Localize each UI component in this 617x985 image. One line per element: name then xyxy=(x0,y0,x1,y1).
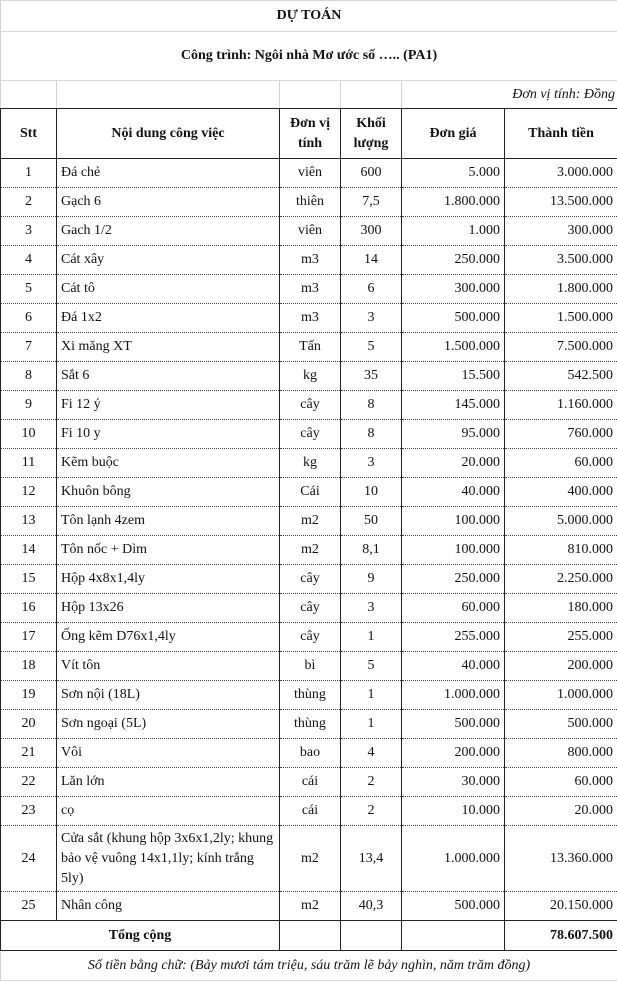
cell-unit-price: 1.000.000 xyxy=(402,826,505,892)
cell-unit-price: 40.000 xyxy=(402,652,505,681)
table-row xyxy=(1,681,617,710)
cell-amount: 180.000 xyxy=(505,594,617,623)
cell-unit: viên xyxy=(280,159,341,188)
table-row xyxy=(1,159,617,188)
table-row xyxy=(1,892,617,921)
table-row xyxy=(1,507,617,536)
cell-unit: thùng xyxy=(280,710,341,739)
cell-stt: 17 xyxy=(1,623,57,652)
cell-unit: m2 xyxy=(280,826,341,892)
cell-unit: bì xyxy=(280,652,341,681)
table-row xyxy=(1,797,617,826)
table-row xyxy=(1,478,617,507)
cell-unit-price: 30.000 xyxy=(402,768,505,797)
cell-unit-price: 10.000 xyxy=(402,797,505,826)
cell-amount: 20.000 xyxy=(505,797,617,826)
cell-content: Lăn lớn xyxy=(57,768,280,797)
cell-quantity: 2 xyxy=(341,797,402,826)
cell-amount: 1.000.000 xyxy=(505,681,617,710)
header-amount: Thành tiền xyxy=(505,109,617,159)
cell-content: Ống kẽm D76x1,4ly xyxy=(57,623,280,652)
empty-cell xyxy=(1,81,57,109)
table-row xyxy=(1,594,617,623)
cell-unit-price: 60.000 xyxy=(402,594,505,623)
cell-amount: 3.000.000 xyxy=(505,159,617,188)
table-row xyxy=(1,536,617,565)
cell-unit: m2 xyxy=(280,507,341,536)
cell-content: Cát xây xyxy=(57,246,280,275)
cell-unit: Tấn xyxy=(280,333,341,362)
table-row xyxy=(1,188,617,217)
cell-unit-price: 500.000 xyxy=(402,710,505,739)
cell-stt: 23 xyxy=(1,797,57,826)
header-unit-price: Đơn giá xyxy=(402,109,505,159)
table-row xyxy=(1,217,617,246)
cell-quantity: 6 xyxy=(341,275,402,304)
cell-stt: 6 xyxy=(1,304,57,333)
cell-quantity: 3 xyxy=(341,304,402,333)
cell-quantity: 9 xyxy=(341,565,402,594)
cell-amount: 400.000 xyxy=(505,478,617,507)
cell-unit: m3 xyxy=(280,304,341,333)
cell-amount: 2.250.000 xyxy=(505,565,617,594)
cell-unit-price: 100.000 xyxy=(402,507,505,536)
cell-stt: 9 xyxy=(1,391,57,420)
cell-amount: 542.500 xyxy=(505,362,617,391)
cell-stt: 4 xyxy=(1,246,57,275)
cell-amount: 7.500.000 xyxy=(505,333,617,362)
table-row xyxy=(1,739,617,768)
amount-in-words: Số tiền bằng chữ: (Bảy mươi tám triệu, sáu trăm lẽ bảy nghìn, năm trăm đồng) xyxy=(1,951,617,981)
cell-quantity: 1 xyxy=(341,710,402,739)
cell-stt: 8 xyxy=(1,362,57,391)
cell-content: Vít tôn xyxy=(57,652,280,681)
table-row xyxy=(1,362,617,391)
cell-content: Gach 1/2 xyxy=(57,217,280,246)
cell-amount: 800.000 xyxy=(505,739,617,768)
cell-unit: cây xyxy=(280,565,341,594)
cell-stt: 20 xyxy=(1,710,57,739)
cell-stt: 18 xyxy=(1,652,57,681)
document-title: DỰ TOÁN xyxy=(1,1,617,32)
cell-content: Fi 12 ý xyxy=(57,391,280,420)
cell-unit: cây xyxy=(280,594,341,623)
cell-quantity: 300 xyxy=(341,217,402,246)
cell-quantity: 1 xyxy=(341,623,402,652)
cell-unit-price: 200.000 xyxy=(402,739,505,768)
cell-stt: 15 xyxy=(1,565,57,594)
currency-unit-note: Đơn vị tính: Đồng xyxy=(402,81,617,109)
cell-content: Đá 1x2 xyxy=(57,304,280,333)
cell-quantity: 3 xyxy=(341,594,402,623)
cell-quantity: 8 xyxy=(341,391,402,420)
table-row xyxy=(1,333,617,362)
table-body xyxy=(1,159,617,921)
empty-cell xyxy=(341,81,402,109)
cell-amount: 60.000 xyxy=(505,449,617,478)
cell-unit: cái xyxy=(280,768,341,797)
empty-cell xyxy=(57,81,280,109)
header-quantity: Khối lượng xyxy=(341,109,402,159)
cell-unit-price: 250.000 xyxy=(402,565,505,594)
cell-content: Tôn nốc + Dìm xyxy=(57,536,280,565)
cell-content: Nhân công xyxy=(57,892,280,921)
cell-stt: 3 xyxy=(1,217,57,246)
cell-unit: m3 xyxy=(280,246,341,275)
cell-content: Tôn lạnh 4zem xyxy=(57,507,280,536)
cell-content: Đá chẻ xyxy=(57,159,280,188)
total-label: Tổng cộng xyxy=(1,921,280,951)
empty-cell xyxy=(341,921,402,951)
cell-content: Kẽm buộc xyxy=(57,449,280,478)
table-row xyxy=(1,768,617,797)
cell-stt: 5 xyxy=(1,275,57,304)
cell-quantity: 50 xyxy=(341,507,402,536)
cell-quantity: 10 xyxy=(341,478,402,507)
total-amount: 78.607.500 xyxy=(505,921,617,951)
cell-unit-price: 255.000 xyxy=(402,623,505,652)
cell-unit-price: 100.000 xyxy=(402,536,505,565)
cell-unit: m2 xyxy=(280,892,341,921)
cell-quantity: 40,3 xyxy=(341,892,402,921)
cell-quantity: 8 xyxy=(341,420,402,449)
cell-quantity: 3 xyxy=(341,449,402,478)
cell-amount: 810.000 xyxy=(505,536,617,565)
cell-quantity: 13,4 xyxy=(341,826,402,892)
cell-unit: cái xyxy=(280,797,341,826)
cell-unit-price: 500.000 xyxy=(402,892,505,921)
cell-quantity: 4 xyxy=(341,739,402,768)
cell-unit-price: 20.000 xyxy=(402,449,505,478)
cell-stt: 21 xyxy=(1,739,57,768)
cell-unit: thiên xyxy=(280,188,341,217)
cell-stt: 7 xyxy=(1,333,57,362)
empty-cell xyxy=(280,921,341,951)
cell-content: Vôi xyxy=(57,739,280,768)
cell-unit-price: 300.000 xyxy=(402,275,505,304)
header-stt: Stt xyxy=(1,109,57,159)
table-row xyxy=(1,826,617,892)
table-row xyxy=(1,623,617,652)
cell-amount: 5.000.000 xyxy=(505,507,617,536)
cell-unit: bao xyxy=(280,739,341,768)
total-row xyxy=(1,921,617,951)
cell-stt: 2 xyxy=(1,188,57,217)
cell-content: Cát tô xyxy=(57,275,280,304)
cell-unit: cây xyxy=(280,420,341,449)
cell-quantity: 8,1 xyxy=(341,536,402,565)
cell-stt: 24 xyxy=(1,826,57,892)
cell-stt: 25 xyxy=(1,892,57,921)
table-row xyxy=(1,652,617,681)
empty-cell xyxy=(402,921,505,951)
cell-amount: 3.500.000 xyxy=(505,246,617,275)
cell-unit: thùng xyxy=(280,681,341,710)
cell-unit: cây xyxy=(280,391,341,420)
cell-unit: viên xyxy=(280,217,341,246)
project-subtitle: Công trình: Ngôi nhà Mơ ước số ….. (PA1) xyxy=(1,32,617,81)
table-row xyxy=(1,710,617,739)
cell-stt: 1 xyxy=(1,159,57,188)
cell-unit: Cái xyxy=(280,478,341,507)
cell-amount: 13.500.000 xyxy=(505,188,617,217)
header-content: Nội dung công việc xyxy=(57,109,280,159)
cell-unit-price: 1.800.000 xyxy=(402,188,505,217)
cell-quantity: 5 xyxy=(341,652,402,681)
cell-unit-price: 95.000 xyxy=(402,420,505,449)
cell-content: Sơn nội (18L) xyxy=(57,681,280,710)
cell-stt: 22 xyxy=(1,768,57,797)
cell-content: Cửa sắt (khung hộp 3x6x1,2ly; khung bảo vệ vuông 14x1,1ly; kính trắng 5ly) xyxy=(57,826,280,892)
cell-quantity: 35 xyxy=(341,362,402,391)
cell-unit-price: 145.000 xyxy=(402,391,505,420)
cell-quantity: 7,5 xyxy=(341,188,402,217)
cell-content: Xi măng XT xyxy=(57,333,280,362)
empty-cell xyxy=(280,81,341,109)
cell-amount: 20.150.000 xyxy=(505,892,617,921)
cell-unit-price: 40.000 xyxy=(402,478,505,507)
cell-stt: 13 xyxy=(1,507,57,536)
cell-content: Fi 10 y xyxy=(57,420,280,449)
cell-stt: 11 xyxy=(1,449,57,478)
cell-amount: 1.800.000 xyxy=(505,275,617,304)
cell-stt: 19 xyxy=(1,681,57,710)
cell-content: Gạch 6 xyxy=(57,188,280,217)
cell-unit-price: 1.500.000 xyxy=(402,333,505,362)
cell-unit-price: 15.500 xyxy=(402,362,505,391)
cell-stt: 16 xyxy=(1,594,57,623)
cell-quantity: 5 xyxy=(341,333,402,362)
cell-amount: 1.500.000 xyxy=(505,304,617,333)
cell-content: Sắt 6 xyxy=(57,362,280,391)
cell-unit: m3 xyxy=(280,275,341,304)
cell-unit-price: 250.000 xyxy=(402,246,505,275)
header-unit: Đơn vị tính xyxy=(280,109,341,159)
cell-content: Sơn ngoại (5L) xyxy=(57,710,280,739)
cell-amount: 200.000 xyxy=(505,652,617,681)
cell-content: Hộp 4x8x1,4ly xyxy=(57,565,280,594)
table-row xyxy=(1,275,617,304)
cell-amount: 760.000 xyxy=(505,420,617,449)
table-row xyxy=(1,420,617,449)
cell-amount: 13.360.000 xyxy=(505,826,617,892)
cell-amount: 500.000 xyxy=(505,710,617,739)
table-row xyxy=(1,246,617,275)
cell-unit-price: 1.000 xyxy=(402,217,505,246)
table-row xyxy=(1,391,617,420)
cell-quantity: 14 xyxy=(341,246,402,275)
cell-content: Khuôn bông xyxy=(57,478,280,507)
cell-unit: cây xyxy=(280,623,341,652)
cell-stt: 10 xyxy=(1,420,57,449)
cell-amount: 255.000 xyxy=(505,623,617,652)
cell-quantity: 2 xyxy=(341,768,402,797)
cell-unit: kg xyxy=(280,362,341,391)
table-row xyxy=(1,304,617,333)
cell-unit-price: 1.000.000 xyxy=(402,681,505,710)
cell-amount: 300.000 xyxy=(505,217,617,246)
cell-unit: m2 xyxy=(280,536,341,565)
table-row xyxy=(1,565,617,594)
table-row xyxy=(1,449,617,478)
cell-content: Hộp 13x26 xyxy=(57,594,280,623)
cell-amount: 1.160.000 xyxy=(505,391,617,420)
table-header-row xyxy=(1,109,617,159)
cell-unit-price: 5.000 xyxy=(402,159,505,188)
cell-amount: 60.000 xyxy=(505,768,617,797)
cell-unit-price: 500.000 xyxy=(402,304,505,333)
cell-stt: 14 xyxy=(1,536,57,565)
cell-content: cọ xyxy=(57,797,280,826)
cell-unit: kg xyxy=(280,449,341,478)
cell-stt: 12 xyxy=(1,478,57,507)
cell-quantity: 1 xyxy=(341,681,402,710)
cell-quantity: 600 xyxy=(341,159,402,188)
